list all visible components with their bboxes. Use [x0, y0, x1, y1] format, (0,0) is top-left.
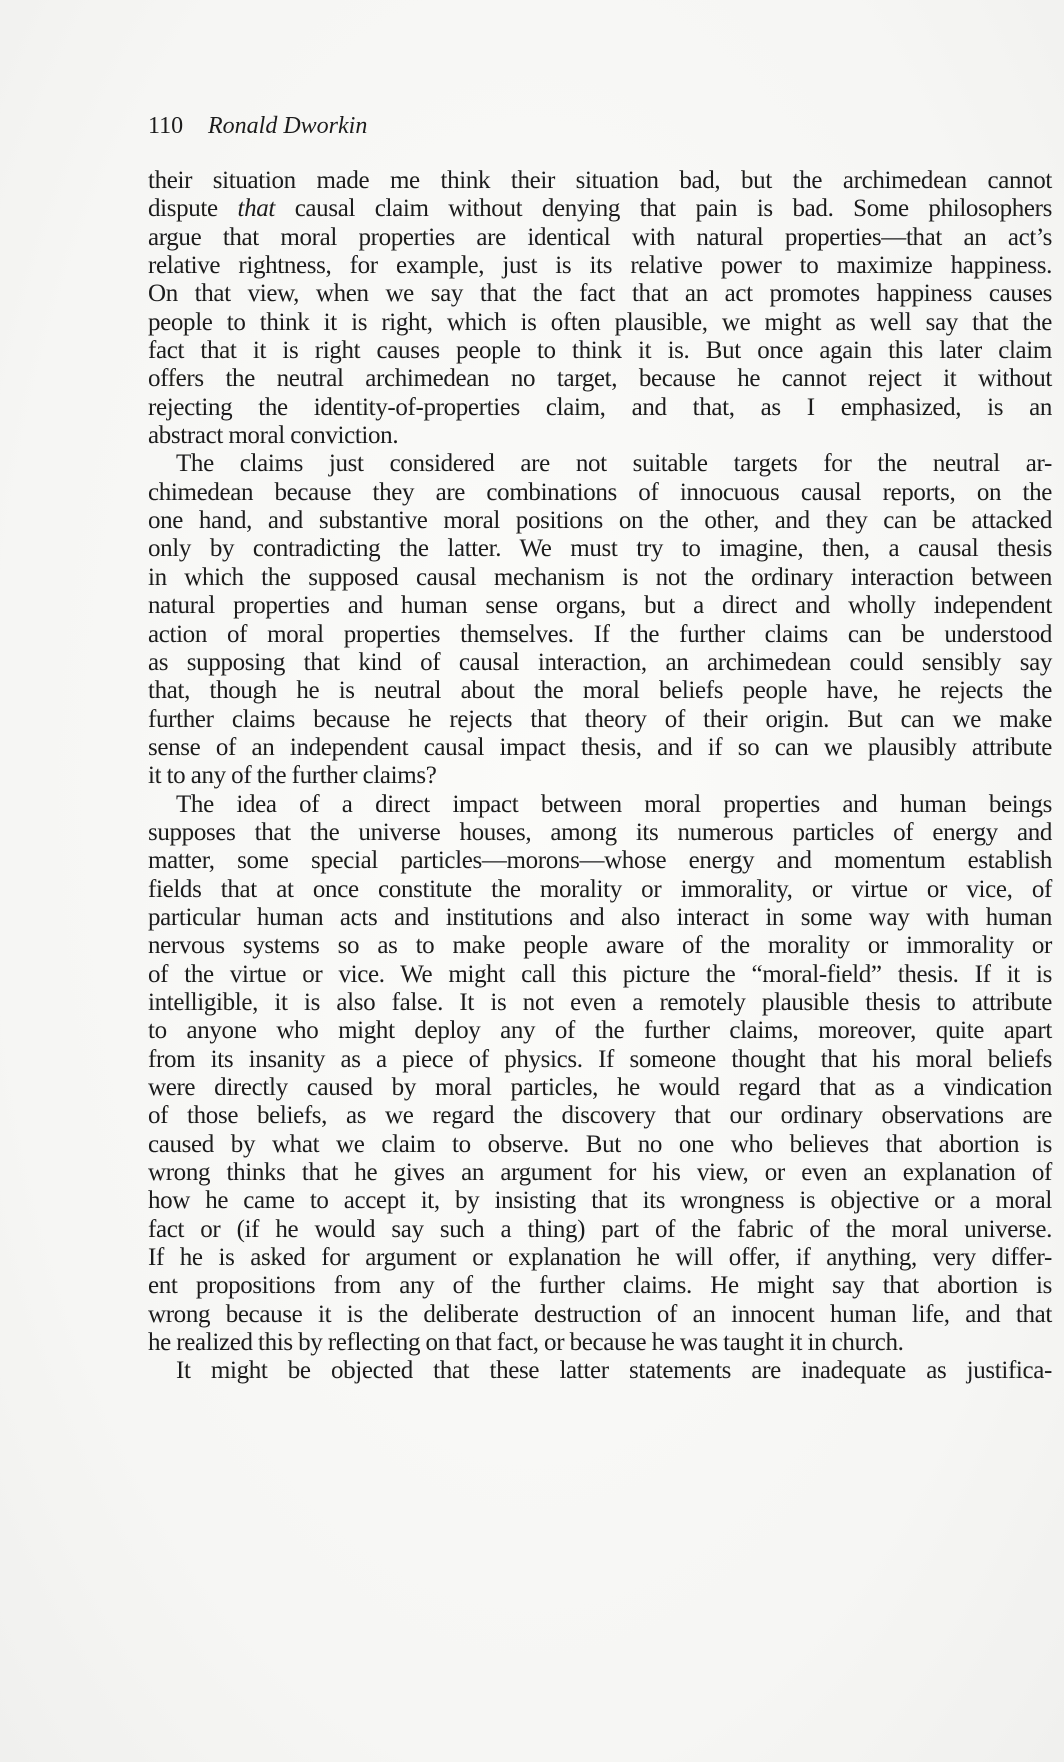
text-line	[148, 564, 1052, 592]
text-line	[148, 677, 1052, 705]
text-run: their situation made me think their situation bad, but the archimedean cannot	[148, 167, 1052, 194]
text-run: of the virtue or vice. We might call this picture the “moral-field” thesis. If it is	[148, 960, 1052, 988]
text-line	[148, 1074, 1052, 1102]
text-run: wrong thinks that he gives an argument for his view, or even an explanation of	[148, 1159, 1052, 1187]
text-line	[148, 706, 1052, 734]
text-run: further claims because he rejects that theory of their origin. But can we make	[148, 705, 1052, 733]
text-line	[148, 932, 1052, 960]
text-run: relative rightness, for example, just is its relative power to maximize happiness.	[148, 252, 1052, 280]
text-run: rejecting the identity-of-properties claim, and that, as I emphasized, is an	[148, 393, 1052, 421]
text-line	[148, 1244, 1052, 1272]
text-line	[148, 337, 1052, 365]
text-run: fact that it is right causes people to think it is. But once again this later claim	[148, 337, 1052, 365]
text-run: sense of an independent causal impact thesis, and if so can we plausibly attribute	[148, 733, 1052, 761]
text-run: The claims just considered are not suitable targets for the neutral ar-	[176, 450, 1052, 478]
text-run: in which the supposed causal mechanism is not the ordinary interaction between	[148, 563, 1052, 591]
text-run: offers the neutral archimedean no target, because he cannot reject it without	[148, 365, 1052, 393]
text-line	[148, 1216, 1052, 1244]
text-line	[148, 507, 1052, 535]
text-run: chimedean because they are combinations of innocuous causal reports, on the	[148, 478, 1052, 506]
text-line	[148, 989, 1052, 1017]
text-line	[148, 1131, 1052, 1159]
text-run: action of moral properties themselves. If the further claims can be understood	[148, 620, 1052, 648]
paragraph	[148, 1357, 1052, 1385]
text-run: It might be objected that these latter statements are inadequate as justifica-	[176, 1357, 1052, 1385]
text-run: On that view, when we say that the fact that an act promotes happiness causes	[148, 280, 1052, 308]
text-line	[148, 167, 1052, 195]
running-head-author: Ronald Dworkin	[208, 113, 368, 139]
text-line	[148, 1357, 1052, 1385]
text-line	[148, 1301, 1052, 1329]
text-run: particular human acts and institutions and also interact in some way with human	[148, 903, 1052, 931]
text-run: wrong because it is the deliberate destruction of an innocent human life, and that	[148, 1300, 1052, 1328]
text-run: to anyone who might deploy any of the further claims, moreover, quite apart	[148, 1017, 1052, 1045]
text-line	[148, 1272, 1052, 1300]
text-line	[148, 904, 1052, 932]
text-run: matter, some special particles—morons—whose energy and momentum establish	[148, 847, 1052, 875]
text-line	[148, 224, 1052, 252]
text-line	[148, 365, 1052, 393]
text-line	[148, 762, 1052, 790]
paragraph	[148, 791, 1052, 1358]
text-line	[148, 450, 1052, 478]
text-run: how he came to accept it, by insisting that its wrongness is objective or a moral	[148, 1187, 1052, 1215]
text-run: as supposing that kind of causal interaction, an archimedean could sensibly say	[148, 648, 1052, 676]
text-run: fields that at once constitute the morality or immorality, or virtue or vice, of	[148, 875, 1052, 903]
text-line	[148, 1159, 1052, 1187]
text-run: abstract moral conviction.	[148, 422, 399, 450]
text-line	[148, 649, 1052, 677]
text-run: he realized this by reflecting on that fact, or because he was taught it in church.	[148, 1329, 904, 1357]
text-run: one hand, and substantive moral positions on the other, and they can be attacked	[148, 507, 1052, 535]
page-number: 110	[148, 113, 184, 139]
text-line	[148, 252, 1052, 280]
text-run: fact or (if he would say such a thing) part of the fabric of the moral universe.	[148, 1215, 1052, 1243]
text-line	[148, 479, 1052, 507]
text-run: only by contradicting the latter. We must try to imagine, then, a causal thesis	[148, 535, 1052, 563]
text-run: it to any of the further claims?	[148, 762, 437, 790]
text-line	[148, 1329, 1052, 1357]
text-line	[148, 422, 1052, 450]
text-run: supposes that the universe houses, among its numerous particles of energy and	[148, 818, 1052, 846]
text-run: nervous systems so as to make people aware of the morality or immorality or	[148, 932, 1052, 960]
text-line	[148, 280, 1052, 308]
text-line	[148, 1046, 1052, 1074]
text-run: people to think it is right, which is often plausible, we might as well say that the	[148, 308, 1052, 336]
text-line	[148, 309, 1052, 337]
text-line	[148, 1187, 1052, 1215]
text-run: dispute	[148, 195, 238, 223]
text-line	[148, 791, 1052, 819]
text-line	[148, 394, 1052, 422]
text-run: caused by what we claim to observe. But no one who believes that abortion is	[148, 1130, 1052, 1158]
text-line	[148, 592, 1052, 620]
running-head	[148, 112, 367, 140]
text-run: were directly caused by moral particles, he would regard that as a vindication	[148, 1074, 1052, 1101]
text-line	[148, 819, 1052, 847]
text-run: from its insanity as a piece of physics. If someone thought that his moral beliefs	[148, 1045, 1052, 1073]
paragraph	[148, 167, 1052, 450]
text-line	[148, 876, 1052, 904]
body-text	[148, 167, 1052, 1386]
text-run: that, though he is neutral about the moral beliefs people have, he rejects the	[148, 677, 1052, 705]
text-run: ent propositions from any of the further claims. He might say that abortion is	[148, 1272, 1052, 1300]
text-line	[148, 847, 1052, 875]
text-run: If he is asked for argument or explanation he will offer, if anything, very differ-	[148, 1244, 1052, 1272]
text-line	[148, 195, 1052, 223]
paragraph	[148, 450, 1052, 790]
emphasis: that	[237, 195, 275, 223]
text-line	[148, 621, 1052, 649]
text-run: intelligible, it is also false. It is not even a remotely plausible thesis to attribute	[148, 988, 1052, 1016]
text-line	[148, 961, 1052, 989]
text-run: argue that moral properties are identical with natural properties—that an act’s	[148, 223, 1052, 251]
text-line	[148, 734, 1052, 762]
text-run: The idea of a direct impact between moral properties and human beings	[176, 790, 1052, 818]
text-line	[148, 1017, 1052, 1045]
text-run: causal claim without denying that pain is bad. Some philosophers	[274, 195, 1052, 223]
text-run: natural properties and human sense organs, but a direct and wholly independent	[148, 592, 1052, 620]
text-line	[148, 1102, 1052, 1130]
text-run: of those beliefs, as we regard the discovery that our ordinary observations are	[148, 1102, 1052, 1130]
text-line	[148, 535, 1052, 563]
